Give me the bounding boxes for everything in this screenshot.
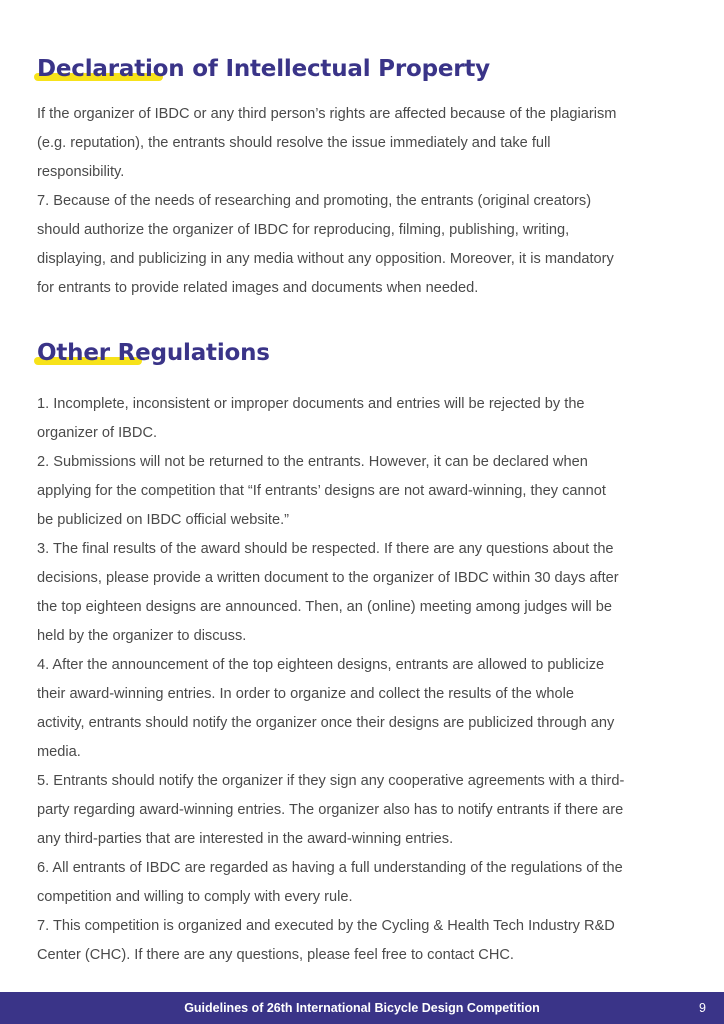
regulations-line: 7. This competition is organized and executed by the Cycling & Health Tech Industry R&D [37, 918, 615, 934]
regulations-line: the top eighteen designs are announced. Then, an (online) meeting among judges will be [37, 599, 612, 615]
declaration-heading-highlight-text: Declaration [37, 56, 185, 82]
footer-title: Guidelines of 26th International Bicycle Design Competition [184, 1001, 540, 1015]
declaration-line: displaying, and publicizing in any media without any opposition. Moreover, it is mandatory [37, 251, 614, 267]
declaration-line: 7. Because of the needs of researching and promoting, the entrants (original creators) [37, 193, 592, 209]
declaration-line: If the organizer of IBDC or any third person’s rights are affected because of the plagiarism [37, 106, 617, 122]
regulations-line: 3. The final results of the award should be respected. If there are any questions about the [37, 541, 614, 557]
regulations-line: media. [37, 744, 81, 760]
regulations-line: their award-winning entries. In order to organize and collect the results of the whole [37, 686, 575, 702]
regulations-line: party regarding award-winning entries. The organizer also has to notify entrants if there are [37, 802, 624, 818]
declaration-heading [37, 56, 490, 82]
regulations-line: 2. Submissions will not be returned to the entrants. However, it can be declared when [37, 454, 588, 470]
regulations-line: decisions, please provide a written document to the organizer of IBDC within 30 days after [37, 570, 619, 586]
regulations-line: organizer of IBDC. [37, 425, 158, 441]
page-footer [0, 992, 724, 1024]
regulations-line: held by the organizer to discuss. [37, 628, 247, 644]
regulations-line: be publicized on IBDC official website.” [37, 512, 290, 528]
declaration-section [37, 56, 687, 303]
regulations-section [37, 340, 687, 970]
declaration-heading-rest-text: of Intellectual Property [184, 56, 490, 82]
regulations-line: competition and willing to comply with every rule. [37, 889, 353, 905]
declaration-body [37, 100, 687, 303]
page-number: 9 [699, 1001, 706, 1015]
declaration-line: (e.g. reputation), the entrants should resolve the issue immediately and take full [37, 135, 551, 151]
regulations-line: 1. Incomplete, inconsistent or improper documents and entries will be rejected by the [37, 396, 585, 412]
regulations-heading-rest-text: ulations [166, 340, 270, 366]
declaration-line: for entrants to provide related images and documents when needed. [37, 280, 479, 296]
regulations-heading [37, 340, 270, 366]
regulations-line: any third-parties that are interested in the award-winning entries. [37, 831, 454, 847]
regulations-body [37, 390, 687, 970]
declaration-line: should authorize the organizer of IBDC for reproducing, filming, publishing, writing, [37, 222, 570, 238]
regulations-line: 6. All entrants of IBDC are regarded as having a full understanding of the regulations of the [37, 860, 623, 876]
declaration-line: responsibility. [37, 164, 125, 180]
regulations-line: applying for the competition that “If entrants’ designs are not award-winning, they cannot [37, 483, 606, 499]
regulations-line: 4. After the announcement of the top eighteen designs, entrants are allowed to publicize [37, 657, 605, 673]
regulations-line: activity, entrants should notify the organizer once their designs are publicized through any [37, 715, 615, 731]
regulations-heading-highlight-text: Other Reg [37, 340, 167, 366]
regulations-line: Center (CHC). If there are any questions, please feel free to contact CHC. [37, 947, 514, 963]
regulations-line: 5. Entrants should notify the organizer if they sign any cooperative agreements with a third- [37, 773, 625, 789]
